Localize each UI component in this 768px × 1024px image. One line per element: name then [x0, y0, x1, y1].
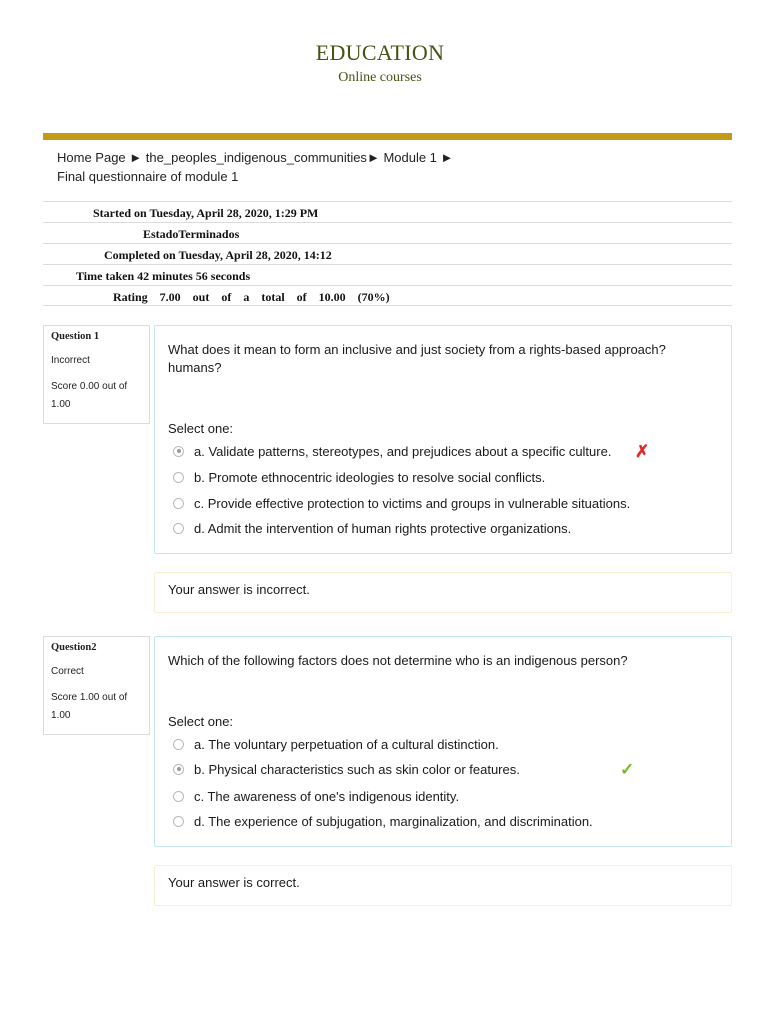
radio-button[interactable]	[173, 523, 184, 534]
time-taken-text: Time taken 42 minutes 56 seconds	[76, 269, 251, 283]
summary-row-rating	[43, 285, 732, 306]
radio-button-selected[interactable]	[173, 764, 184, 775]
summary-row-time-taken	[43, 264, 732, 285]
question-content-2	[154, 636, 732, 847]
answer-option-a[interactable]	[173, 734, 499, 754]
question-text: Which of the following factors does not determine who is an indigenous person?	[168, 653, 628, 668]
question-state: Correct	[51, 666, 84, 677]
answer-label: a. The voluntary perpetuation of a cultural distinction.	[194, 736, 499, 752]
question-text: What does it mean to form an inclusive and just society from a rights-based approach? humans?	[168, 342, 666, 375]
answer-option-c[interactable]	[173, 493, 630, 513]
breadcrumb-current: Final questionnaire of module 1	[57, 169, 239, 184]
answer-label: c. The awareness of one's indigenous identity.	[194, 788, 460, 804]
radio-button-selected[interactable]	[173, 446, 184, 457]
breadcrumb-separator: ►	[366, 150, 380, 165]
radio-button[interactable]	[173, 498, 184, 509]
answer-option-d[interactable]	[173, 811, 593, 831]
answer-option-a[interactable]	[173, 441, 611, 461]
breadcrumb-home-link[interactable]: Home Page	[57, 150, 126, 165]
question-score: Score 1.00 out of 1.00	[51, 692, 128, 721]
question-info-2	[43, 636, 150, 735]
question-number: Question 1	[51, 331, 100, 342]
site-title: EDUCATION	[315, 40, 445, 65]
answer-feedback-1: Your answer is incorrect.	[154, 572, 732, 613]
radio-button[interactable]	[173, 791, 184, 802]
select-one-prompt: Select one:	[168, 421, 234, 436]
header-divider-bar	[43, 133, 732, 140]
radio-button[interactable]	[173, 816, 184, 827]
summary-row-state	[43, 222, 732, 243]
radio-button[interactable]	[173, 472, 184, 483]
select-one-prompt: Select one:	[168, 714, 234, 729]
answer-option-d[interactable]	[173, 518, 571, 538]
radio-button[interactable]	[173, 739, 184, 750]
breadcrumb-separator: ►	[129, 150, 143, 165]
state-text: EstadoTerminados	[143, 227, 240, 241]
question-state: Incorrect	[51, 355, 90, 366]
summary-row-completed	[43, 243, 732, 264]
question-info-1	[43, 325, 150, 424]
breadcrumb	[57, 148, 717, 186]
completed-text: Completed on Tuesday, April 28, 2020, 14:12	[104, 248, 332, 262]
rating-text: Rating 7.00 out of a total of 10.00 (70%)	[113, 290, 390, 304]
question-score: Score 0.00 out of 1.00	[51, 381, 128, 410]
answer-option-b[interactable]	[173, 467, 545, 487]
answer-label: d. Admit the intervention of human rights protective organizations.	[194, 520, 572, 536]
question-content-1	[154, 325, 732, 554]
question-number: Question2	[51, 642, 97, 653]
attempt-summary	[43, 201, 732, 306]
answer-label: b. Promote ethnocentric ideologies to resolve social conflicts.	[194, 469, 546, 485]
answer-label: c. Provide effective protection to victims and groups in vulnerable situations.	[194, 495, 631, 511]
breadcrumb-course-link[interactable]: the_peoples_indigenous_communities	[145, 150, 367, 165]
checkmark-icon: ✓	[620, 760, 635, 779]
answer-option-b[interactable]	[173, 759, 520, 779]
answer-label: a. Validate patterns, stereotypes, and prejudices about a specific culture.	[194, 443, 612, 459]
answer-feedback-2: Your answer is correct.	[154, 865, 732, 906]
answer-label: d. The experience of subjugation, marginalization, and discrimination.	[194, 813, 593, 829]
summary-row-started	[43, 201, 732, 222]
breadcrumb-separator: ►	[440, 150, 454, 165]
started-text: Started on Tuesday, April 28, 2020, 1:29 PM	[93, 206, 319, 220]
answer-option-c[interactable]	[173, 786, 459, 806]
cross-icon: ✗	[635, 442, 650, 461]
answer-label: b. Physical characteristics such as skin color or features.	[194, 761, 520, 777]
breadcrumb-module-link[interactable]: Module 1	[383, 150, 437, 165]
site-subtitle: Online courses	[338, 70, 422, 85]
